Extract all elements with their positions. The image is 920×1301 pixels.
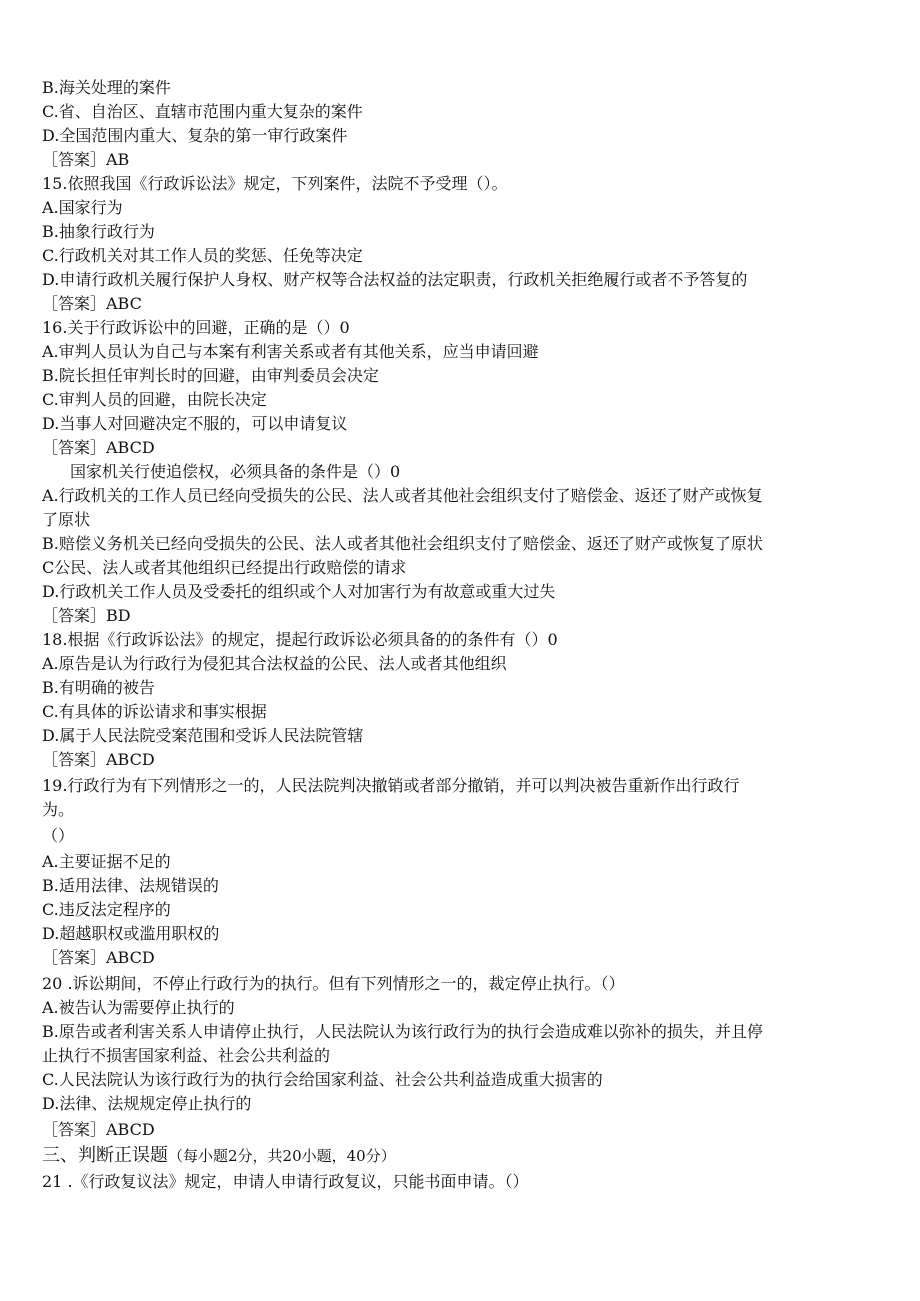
option-text: D.申请行政机关履行保护人身权、财产权等合法权益的法定职责，行政机关拒绝履行或者不予答复的 [42,270,748,289]
option-text: D.行政机关工作人员及受委托的组织或个人对加害行为有故意或重大过失 [42,582,556,601]
option-text: A.主要证据不足的 [42,852,171,871]
option-text: B.赔偿义务机关已经向受损失的公民、法人或者其他社会组织支付了赔偿金、返还了财产或恢复了原状 [42,534,763,553]
answer-line: ［答案］ABC [42,294,142,313]
question-18: 18.根据《行政诉讼法》的规定，提起行政诉讼必须具备的的条件有（）0 [42,630,558,649]
answer-line: ［答案］BD [42,606,131,625]
option-text: D.法律、法规规定停止执行的 [42,1094,252,1113]
option-text: A.国家行为 [42,198,123,217]
option-text: B.海关处理的案件 [42,78,171,97]
option-text: C.人民法院认为该行政行为的执行会给国家利益、社会公共利益造成重大损害的 [42,1070,603,1089]
section-title: 三、判断正误题 [42,1145,168,1166]
question-15: 15.依照我国《行政诉讼法》规定，下列案件，法院不予受理（）。 [42,174,508,193]
question-19: 19.行政行为有下列情形之一的，人民法院判决撤销或者部分撤销，并可以判决被告重新作出行政行 [42,776,740,795]
option-text: B.院长担任审判长时的回避，由审判委员会决定 [42,366,379,385]
option-text: C.省、自治区、直辖市范围内重大复杂的案件 [42,102,363,121]
question-17: 国家机关行使追偿权，必须具备的条件是（）0 [70,462,401,481]
option-text: A.审判人员认为自己与本案有利害关系或者有其他关系，应当申请回避 [42,342,539,361]
question-19-continued: 为。 [42,800,75,819]
option-text: C.违反法定程序的 [42,900,171,919]
option-text: D.全国范围内重大、复杂的第一审行政案件 [42,126,348,145]
option-text: C公民、法人或者其他组织已经提出行政赔偿的请求 [42,558,407,577]
question-20: 20 .诉讼期间，不停止行政行为的执行。但有下列情形之一的，裁定停止执行。（） [42,974,625,993]
section-heading [42,1144,882,1168]
question-16: 16.关于行政诉讼中的回避，正确的是（）0 [42,318,350,337]
option-text: B.有明确的被告 [42,678,155,697]
answer-blank: （） [42,826,75,845]
answer-line: ［答案］AB [42,150,130,169]
option-text: A.被告认为需要停止执行的 [42,998,235,1017]
answer-line: ［答案］ABCD [42,750,155,769]
answer-line: ［答案］ABCD [42,1120,155,1139]
option-text: D.超越职权或滥用职权的 [42,924,220,943]
answer-line: ［答案］ABCD [42,948,155,967]
option-text: A.原告是认为行政行为侵犯其合法权益的公民、法人或者其他组织 [42,654,507,673]
option-text: C.审判人员的回避，由院长决定 [42,390,267,409]
option-text: C.有具体的诉讼请求和事实根据 [42,702,267,721]
option-text: D.属于人民法院受案范围和受诉人民法院管辖 [42,726,364,745]
option-text: B.原告或者利害关系人申请停止执行，人民法院认为该行政行为的执行会造成难以弥补的损失，并且停 [42,1022,763,1041]
option-text: B.适用法律、法规错误的 [42,876,219,895]
option-text: 止执行不损害国家利益、社会公共利益的 [42,1046,331,1065]
option-text: D.当事人对回避决定不服的，可以申请复议 [42,414,348,433]
option-text: C.行政机关对其工作人员的奖惩、任免等决定 [42,246,363,265]
option-text: B.抽象行政行为 [42,222,155,241]
option-text: 了原状 [42,510,91,529]
answer-line: ［答案］ABCD [42,438,155,457]
question-21: 21 .《行政复议法》规定，申请人申请行政复议，只能书面申请。（） [42,1172,529,1191]
option-text: A.行政机关的工作人员已经向受损失的公民、法人或者其他社会组织支付了赔偿金、返还了财产或恢复 [42,486,763,505]
section-note: （每小题2分，共20小题，40分） [168,1147,396,1165]
